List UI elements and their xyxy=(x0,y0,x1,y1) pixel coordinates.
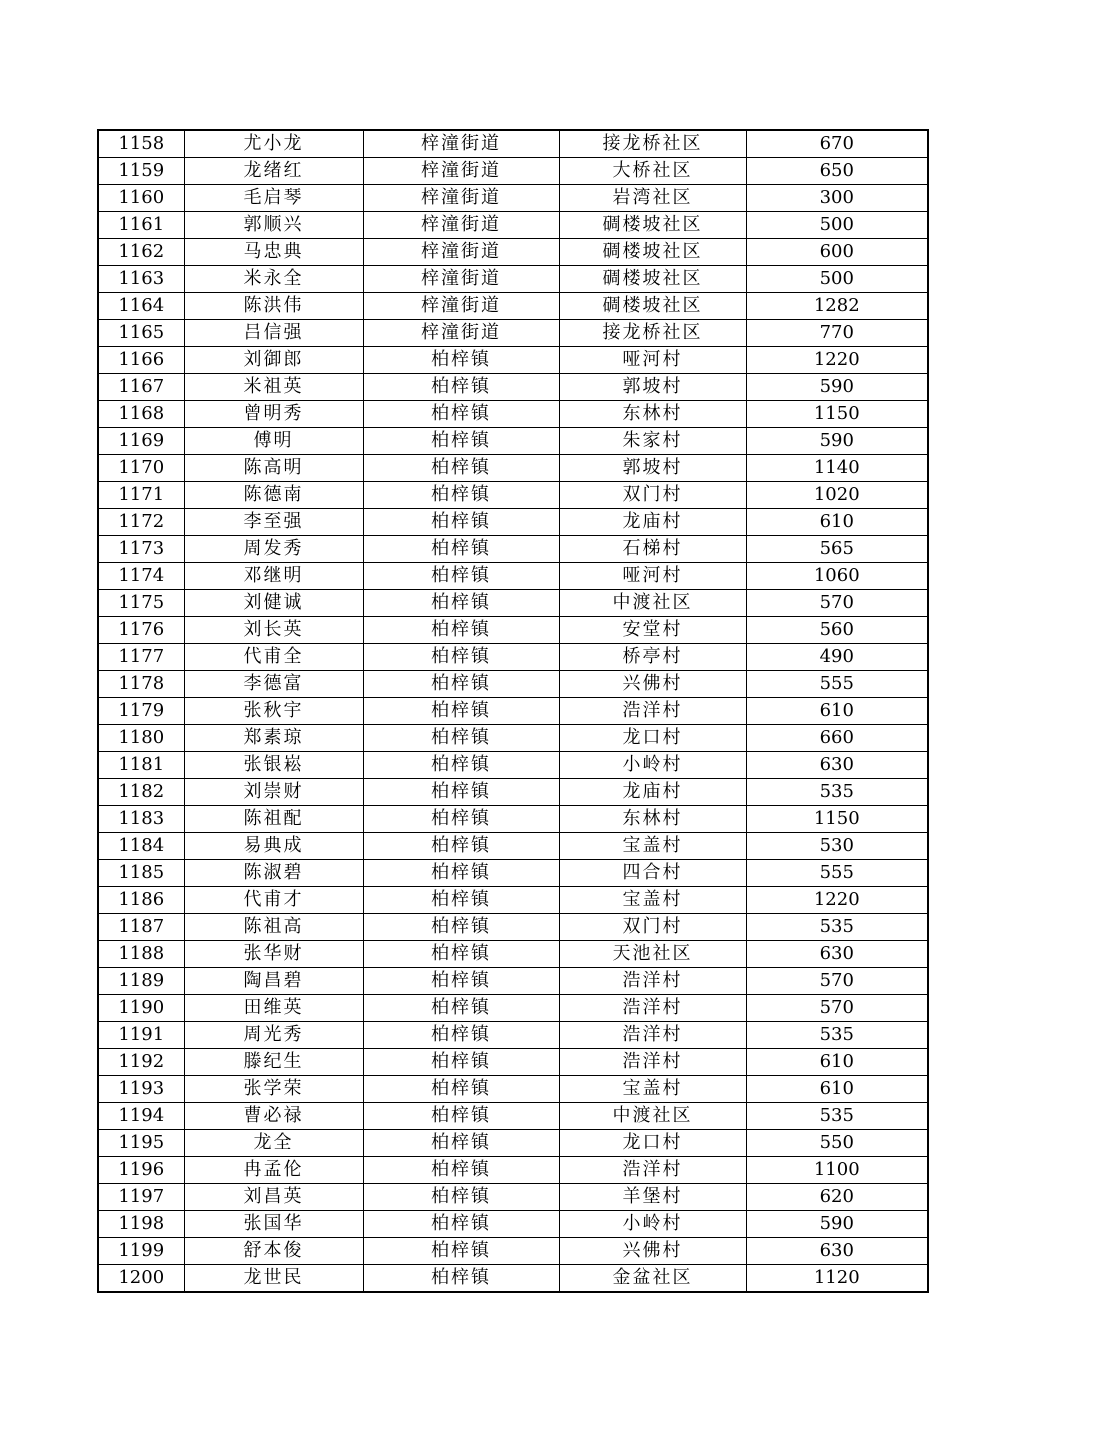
amount-value: 1220 xyxy=(746,887,928,914)
community-name: 宝盖村 xyxy=(559,887,746,914)
community-name: 安堂村 xyxy=(559,617,746,644)
amount-value: 620 xyxy=(746,1184,928,1211)
table-row xyxy=(98,563,928,590)
community-name: 浩洋村 xyxy=(559,1049,746,1076)
person-name: 陈祖高 xyxy=(184,914,363,941)
row-number: 1172 xyxy=(98,509,184,536)
row-number: 1161 xyxy=(98,212,184,239)
table-row xyxy=(98,698,928,725)
community-name: 东林村 xyxy=(559,401,746,428)
community-name: 四合村 xyxy=(559,860,746,887)
town-name: 柏梓镇 xyxy=(363,887,559,914)
person-name: 陈洪伟 xyxy=(184,293,363,320)
community-name: 碉楼坡社区 xyxy=(559,266,746,293)
town-name: 柏梓镇 xyxy=(363,401,559,428)
amount-value: 590 xyxy=(746,374,928,401)
town-name: 梓潼街道 xyxy=(363,293,559,320)
row-number: 1193 xyxy=(98,1076,184,1103)
row-number: 1197 xyxy=(98,1184,184,1211)
table-row xyxy=(98,1049,928,1076)
community-name: 双门村 xyxy=(559,914,746,941)
row-number: 1166 xyxy=(98,347,184,374)
community-name: 桥亭村 xyxy=(559,644,746,671)
town-name: 柏梓镇 xyxy=(363,1022,559,1049)
person-name: 刘御郎 xyxy=(184,347,363,374)
person-name: 代甫全 xyxy=(184,644,363,671)
town-name: 柏梓镇 xyxy=(363,428,559,455)
person-name: 陈德南 xyxy=(184,482,363,509)
table-row xyxy=(98,212,928,239)
town-name: 柏梓镇 xyxy=(363,1157,559,1184)
community-name: 天池社区 xyxy=(559,941,746,968)
row-number: 1169 xyxy=(98,428,184,455)
row-number: 1177 xyxy=(98,644,184,671)
amount-value: 610 xyxy=(746,1076,928,1103)
amount-value: 610 xyxy=(746,509,928,536)
amount-value: 560 xyxy=(746,617,928,644)
town-name: 柏梓镇 xyxy=(363,1130,559,1157)
community-name: 大桥社区 xyxy=(559,158,746,185)
person-name: 张国华 xyxy=(184,1211,363,1238)
town-name: 柏梓镇 xyxy=(363,536,559,563)
row-number: 1183 xyxy=(98,806,184,833)
town-name: 柏梓镇 xyxy=(363,1103,559,1130)
table-row xyxy=(98,266,928,293)
town-name: 柏梓镇 xyxy=(363,455,559,482)
person-name: 曹必禄 xyxy=(184,1103,363,1130)
table-row xyxy=(98,1238,928,1265)
community-name: 羊堡村 xyxy=(559,1184,746,1211)
community-name: 碉楼坡社区 xyxy=(559,293,746,320)
person-name: 邓继明 xyxy=(184,563,363,590)
person-name: 周光秀 xyxy=(184,1022,363,1049)
person-name: 毛启琴 xyxy=(184,185,363,212)
table-row xyxy=(98,779,928,806)
table-row xyxy=(98,887,928,914)
person-name: 米永全 xyxy=(184,266,363,293)
town-name: 柏梓镇 xyxy=(363,725,559,752)
table-row xyxy=(98,239,928,266)
town-name: 柏梓镇 xyxy=(363,563,559,590)
row-number: 1184 xyxy=(98,833,184,860)
row-number: 1187 xyxy=(98,914,184,941)
town-name: 柏梓镇 xyxy=(363,1076,559,1103)
town-name: 柏梓镇 xyxy=(363,509,559,536)
table-row xyxy=(98,941,928,968)
roster-table-body xyxy=(98,130,928,1292)
person-name: 米祖英 xyxy=(184,374,363,401)
amount-value: 500 xyxy=(746,266,928,293)
person-name: 龙绪红 xyxy=(184,158,363,185)
table-row xyxy=(98,995,928,1022)
table-row xyxy=(98,1103,928,1130)
row-number: 1195 xyxy=(98,1130,184,1157)
table-row xyxy=(98,347,928,374)
town-name: 柏梓镇 xyxy=(363,1238,559,1265)
row-number: 1173 xyxy=(98,536,184,563)
community-name: 朱家村 xyxy=(559,428,746,455)
community-name: 小岭村 xyxy=(559,752,746,779)
person-name: 陶昌碧 xyxy=(184,968,363,995)
table-row xyxy=(98,914,928,941)
community-name: 接龙桥社区 xyxy=(559,130,746,158)
row-number: 1167 xyxy=(98,374,184,401)
row-number: 1182 xyxy=(98,779,184,806)
row-number: 1164 xyxy=(98,293,184,320)
community-name: 龙庙村 xyxy=(559,779,746,806)
person-name: 刘健诚 xyxy=(184,590,363,617)
community-name: 石梯村 xyxy=(559,536,746,563)
amount-value: 610 xyxy=(746,698,928,725)
table-row xyxy=(98,671,928,698)
table-row xyxy=(98,1022,928,1049)
community-name: 龙口村 xyxy=(559,1130,746,1157)
row-number: 1198 xyxy=(98,1211,184,1238)
person-name: 龙全 xyxy=(184,1130,363,1157)
community-name: 中渡社区 xyxy=(559,1103,746,1130)
community-name: 兴佛村 xyxy=(559,1238,746,1265)
person-name: 陈高明 xyxy=(184,455,363,482)
amount-value: 300 xyxy=(746,185,928,212)
town-name: 梓潼街道 xyxy=(363,266,559,293)
amount-value: 670 xyxy=(746,130,928,158)
amount-value: 550 xyxy=(746,1130,928,1157)
community-name: 宝盖村 xyxy=(559,1076,746,1103)
table-row xyxy=(98,1184,928,1211)
row-number: 1188 xyxy=(98,941,184,968)
amount-value: 1020 xyxy=(746,482,928,509)
amount-value: 590 xyxy=(746,1211,928,1238)
town-name: 梓潼街道 xyxy=(363,185,559,212)
row-number: 1171 xyxy=(98,482,184,509)
amount-value: 500 xyxy=(746,212,928,239)
town-name: 柏梓镇 xyxy=(363,374,559,401)
row-number: 1162 xyxy=(98,239,184,266)
row-number: 1168 xyxy=(98,401,184,428)
row-number: 1174 xyxy=(98,563,184,590)
table-row xyxy=(98,1076,928,1103)
amount-value: 1150 xyxy=(746,806,928,833)
town-name: 柏梓镇 xyxy=(363,347,559,374)
person-name: 马忠典 xyxy=(184,239,363,266)
town-name: 柏梓镇 xyxy=(363,968,559,995)
community-name: 碉楼坡社区 xyxy=(559,212,746,239)
community-name: 浩洋村 xyxy=(559,1022,746,1049)
town-name: 柏梓镇 xyxy=(363,698,559,725)
amount-value: 570 xyxy=(746,995,928,1022)
community-name: 浩洋村 xyxy=(559,1157,746,1184)
row-number: 1175 xyxy=(98,590,184,617)
town-name: 柏梓镇 xyxy=(363,752,559,779)
table-row xyxy=(98,130,928,158)
town-name: 柏梓镇 xyxy=(363,779,559,806)
row-number: 1170 xyxy=(98,455,184,482)
amount-value: 610 xyxy=(746,1049,928,1076)
person-name: 易典成 xyxy=(184,833,363,860)
town-name: 柏梓镇 xyxy=(363,617,559,644)
person-name: 刘崇财 xyxy=(184,779,363,806)
table-row xyxy=(98,617,928,644)
amount-value: 590 xyxy=(746,428,928,455)
amount-value: 770 xyxy=(746,320,928,347)
town-name: 梓潼街道 xyxy=(363,158,559,185)
table-row xyxy=(98,185,928,212)
row-number: 1192 xyxy=(98,1049,184,1076)
amount-value: 630 xyxy=(746,941,928,968)
town-name: 柏梓镇 xyxy=(363,1184,559,1211)
town-name: 柏梓镇 xyxy=(363,671,559,698)
row-number: 1180 xyxy=(98,725,184,752)
amount-value: 535 xyxy=(746,1103,928,1130)
row-number: 1200 xyxy=(98,1265,184,1293)
amount-value: 535 xyxy=(746,1022,928,1049)
community-name: 浩洋村 xyxy=(559,968,746,995)
amount-value: 630 xyxy=(746,1238,928,1265)
community-name: 龙庙村 xyxy=(559,509,746,536)
community-name: 中渡社区 xyxy=(559,590,746,617)
town-name: 柏梓镇 xyxy=(363,995,559,1022)
town-name: 柏梓镇 xyxy=(363,1265,559,1293)
table-row xyxy=(98,1157,928,1184)
amount-value: 660 xyxy=(746,725,928,752)
amount-value: 600 xyxy=(746,239,928,266)
row-number: 1190 xyxy=(98,995,184,1022)
row-number: 1159 xyxy=(98,158,184,185)
person-name: 张秋宇 xyxy=(184,698,363,725)
amount-value: 1140 xyxy=(746,455,928,482)
amount-value: 570 xyxy=(746,968,928,995)
community-name: 浩洋村 xyxy=(559,995,746,1022)
table-row xyxy=(98,1211,928,1238)
person-name: 龙世民 xyxy=(184,1265,363,1293)
table-row xyxy=(98,968,928,995)
amount-value: 530 xyxy=(746,833,928,860)
table-row xyxy=(98,806,928,833)
amount-value: 1150 xyxy=(746,401,928,428)
amount-value: 535 xyxy=(746,779,928,806)
table-row xyxy=(98,374,928,401)
amount-value: 1220 xyxy=(746,347,928,374)
community-name: 哑河村 xyxy=(559,563,746,590)
community-name: 小岭村 xyxy=(559,1211,746,1238)
person-name: 陈祖配 xyxy=(184,806,363,833)
town-name: 柏梓镇 xyxy=(363,590,559,617)
town-name: 柏梓镇 xyxy=(363,833,559,860)
table-row xyxy=(98,725,928,752)
amount-value: 565 xyxy=(746,536,928,563)
town-name: 柏梓镇 xyxy=(363,644,559,671)
person-name: 吕信强 xyxy=(184,320,363,347)
person-name: 郑素琼 xyxy=(184,725,363,752)
person-name: 冉孟伦 xyxy=(184,1157,363,1184)
community-name: 龙口村 xyxy=(559,725,746,752)
town-name: 柏梓镇 xyxy=(363,482,559,509)
table-row xyxy=(98,428,928,455)
amount-value: 555 xyxy=(746,671,928,698)
community-name: 岩湾社区 xyxy=(559,185,746,212)
table-row xyxy=(98,1130,928,1157)
community-name: 金盆社区 xyxy=(559,1265,746,1293)
amount-value: 1100 xyxy=(746,1157,928,1184)
community-name: 兴佛村 xyxy=(559,671,746,698)
town-name: 柏梓镇 xyxy=(363,860,559,887)
amount-value: 490 xyxy=(746,644,928,671)
table-row xyxy=(98,158,928,185)
community-name: 东林村 xyxy=(559,806,746,833)
person-name: 刘长英 xyxy=(184,617,363,644)
community-name: 郭坡村 xyxy=(559,374,746,401)
table-row xyxy=(98,455,928,482)
community-name: 哑河村 xyxy=(559,347,746,374)
community-name: 郭坡村 xyxy=(559,455,746,482)
table-row xyxy=(98,320,928,347)
person-name: 田维英 xyxy=(184,995,363,1022)
row-number: 1185 xyxy=(98,860,184,887)
row-number: 1199 xyxy=(98,1238,184,1265)
row-number: 1158 xyxy=(98,130,184,158)
person-name: 傅明 xyxy=(184,428,363,455)
amount-value: 555 xyxy=(746,860,928,887)
row-number: 1196 xyxy=(98,1157,184,1184)
person-name: 周发秀 xyxy=(184,536,363,563)
row-number: 1194 xyxy=(98,1103,184,1130)
amount-value: 630 xyxy=(746,752,928,779)
community-name: 宝盖村 xyxy=(559,833,746,860)
person-name: 陈淑碧 xyxy=(184,860,363,887)
table-row xyxy=(98,752,928,779)
amount-value: 570 xyxy=(746,590,928,617)
amount-value: 1282 xyxy=(746,293,928,320)
community-name: 碉楼坡社区 xyxy=(559,239,746,266)
person-name: 舒本俊 xyxy=(184,1238,363,1265)
community-name: 双门村 xyxy=(559,482,746,509)
row-number: 1181 xyxy=(98,752,184,779)
row-number: 1191 xyxy=(98,1022,184,1049)
table-row xyxy=(98,590,928,617)
town-name: 柏梓镇 xyxy=(363,1211,559,1238)
row-number: 1165 xyxy=(98,320,184,347)
town-name: 柏梓镇 xyxy=(363,1049,559,1076)
person-name: 滕纪生 xyxy=(184,1049,363,1076)
person-name: 李至强 xyxy=(184,509,363,536)
table-row xyxy=(98,482,928,509)
person-name: 尤小龙 xyxy=(184,130,363,158)
table-row xyxy=(98,644,928,671)
town-name: 梓潼街道 xyxy=(363,130,559,158)
person-name: 曾明秀 xyxy=(184,401,363,428)
row-number: 1189 xyxy=(98,968,184,995)
table-row xyxy=(98,860,928,887)
person-name: 郭顺兴 xyxy=(184,212,363,239)
table-row xyxy=(98,509,928,536)
person-name: 张华财 xyxy=(184,941,363,968)
town-name: 梓潼街道 xyxy=(363,239,559,266)
community-name: 浩洋村 xyxy=(559,698,746,725)
town-name: 梓潼街道 xyxy=(363,212,559,239)
row-number: 1176 xyxy=(98,617,184,644)
amount-value: 1120 xyxy=(746,1265,928,1293)
roster-table xyxy=(97,129,929,1293)
row-number: 1178 xyxy=(98,671,184,698)
table-row xyxy=(98,536,928,563)
amount-value: 650 xyxy=(746,158,928,185)
town-name: 柏梓镇 xyxy=(363,941,559,968)
community-name: 接龙桥社区 xyxy=(559,320,746,347)
person-name: 张学荣 xyxy=(184,1076,363,1103)
table-row xyxy=(98,833,928,860)
table-row xyxy=(98,293,928,320)
row-number: 1186 xyxy=(98,887,184,914)
town-name: 柏梓镇 xyxy=(363,914,559,941)
row-number: 1179 xyxy=(98,698,184,725)
person-name: 代甫才 xyxy=(184,887,363,914)
amount-value: 535 xyxy=(746,914,928,941)
person-name: 李德富 xyxy=(184,671,363,698)
row-number: 1163 xyxy=(98,266,184,293)
town-name: 梓潼街道 xyxy=(363,320,559,347)
town-name: 柏梓镇 xyxy=(363,806,559,833)
person-name: 张银崧 xyxy=(184,752,363,779)
person-name: 刘昌英 xyxy=(184,1184,363,1211)
row-number: 1160 xyxy=(98,185,184,212)
amount-value: 1060 xyxy=(746,563,928,590)
table-row xyxy=(98,401,928,428)
table-row xyxy=(98,1265,928,1293)
